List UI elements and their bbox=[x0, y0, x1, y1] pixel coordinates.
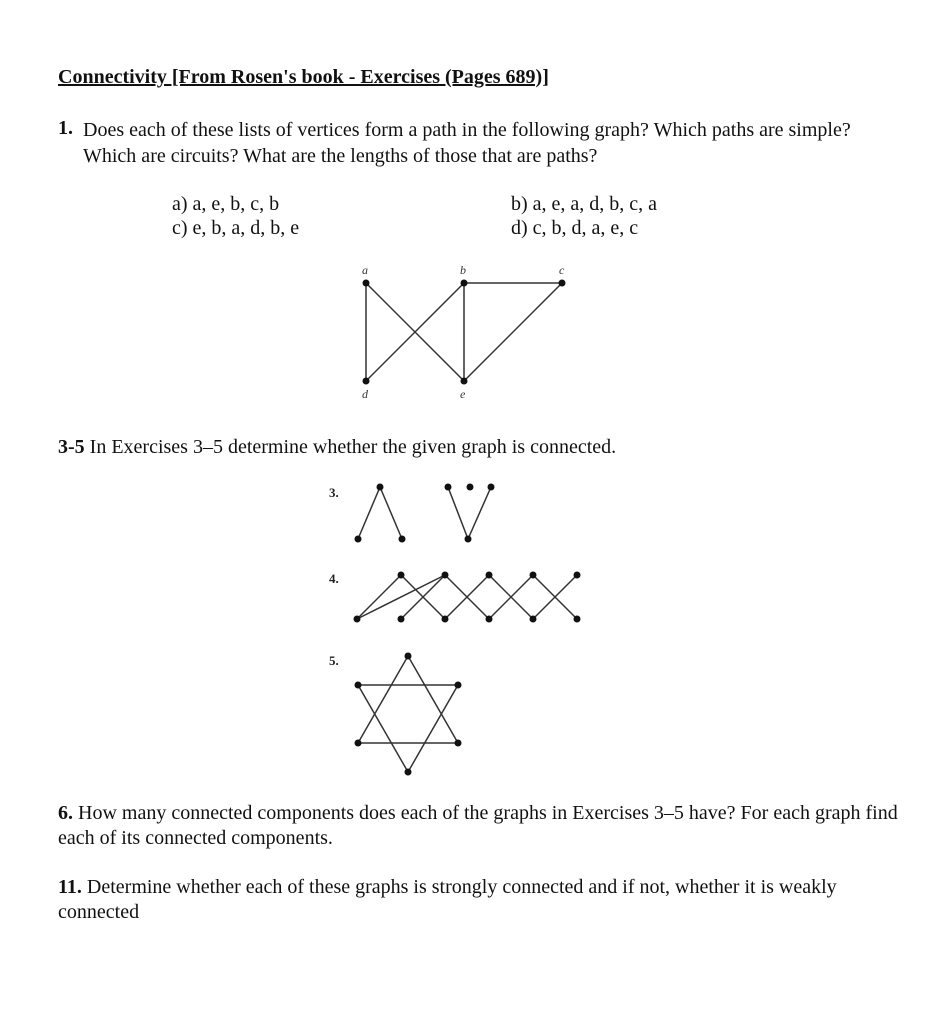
ex3-vertex bbox=[465, 536, 472, 543]
exercise-5-label: 5. bbox=[329, 653, 339, 668]
ex5-vertex bbox=[355, 740, 362, 747]
ex4-vertex bbox=[574, 616, 581, 623]
vertex-label-d: d bbox=[362, 387, 368, 401]
q1-option-c: c) e, b, a, d, b, e bbox=[172, 217, 300, 239]
vertex-d bbox=[363, 378, 370, 385]
ex3-vertex bbox=[445, 484, 452, 491]
edge-c-e bbox=[464, 283, 562, 381]
vertex-b bbox=[461, 280, 468, 287]
ex5-vertex bbox=[355, 682, 362, 689]
question-1-number: 1. bbox=[58, 117, 73, 139]
ex3-edge bbox=[380, 487, 402, 539]
ex4-vertex bbox=[486, 616, 493, 623]
ex4-edge bbox=[357, 575, 445, 619]
exercise-3-label: 3. bbox=[329, 485, 339, 500]
vertex-label-b: b bbox=[460, 263, 466, 277]
ex4-vertex bbox=[530, 572, 537, 579]
vertex-label-c: c bbox=[559, 263, 565, 277]
ex4-vertex bbox=[530, 616, 537, 623]
question-6-text: How many connected components does each of the graphs in Exercises 3–5 have? For each graph find each of its connected components. bbox=[58, 802, 898, 849]
question-1-text: Does each of these lists of vertices form a path in the following graph? Which paths are simple? Which are circuits? What are the lengths of those that are paths? bbox=[83, 119, 851, 167]
question-6 bbox=[58, 801, 898, 851]
vertex-label-a: a bbox=[362, 263, 368, 277]
ex4-vertex bbox=[574, 572, 581, 579]
vertex-e bbox=[461, 378, 468, 385]
ex4-vertex bbox=[398, 572, 405, 579]
ex3-vertex bbox=[488, 484, 495, 491]
question-11 bbox=[58, 875, 898, 925]
q1-option-a: a) a, e, b, c, b bbox=[172, 193, 280, 215]
ex5-vertex bbox=[455, 682, 462, 689]
question-11-text: Determine whether each of these graphs is strongly connected and if not, whether it is weakly connected bbox=[58, 876, 837, 923]
ex3-edge bbox=[448, 487, 468, 539]
ex4-vertex bbox=[398, 616, 405, 623]
ex5-vertex bbox=[405, 653, 412, 660]
ex4-edge bbox=[357, 575, 401, 619]
q1-option-d: d) c, b, d, a, e, c bbox=[511, 217, 639, 239]
ex5-vertex bbox=[405, 769, 412, 776]
question-6-number: 6. bbox=[58, 802, 73, 824]
exercises-3-5-number: 3-5 bbox=[58, 436, 85, 458]
q1-graph bbox=[340, 258, 590, 408]
exercises-3-5-heading bbox=[58, 436, 616, 459]
exercises-3-5-text: In Exercises 3–5 determine whether the given graph is connected. bbox=[84, 436, 617, 458]
q1-option-b: b) a, e, a, d, b, c, a bbox=[511, 193, 658, 215]
ex5-vertex bbox=[455, 740, 462, 747]
exercises-3-5-graphs bbox=[320, 475, 600, 785]
ex3-vertex bbox=[399, 536, 406, 543]
exercise-4-label: 4. bbox=[329, 571, 339, 586]
ex3-edge bbox=[468, 487, 491, 539]
ex3-vertex bbox=[467, 484, 474, 491]
ex3-vertex bbox=[377, 484, 384, 491]
ex3-vertex bbox=[355, 536, 362, 543]
question-11-number: 11. bbox=[58, 876, 82, 898]
ex4-vertex bbox=[442, 572, 449, 579]
ex4-vertex bbox=[486, 572, 493, 579]
vertex-a bbox=[363, 280, 370, 287]
vertex-c bbox=[559, 280, 566, 287]
ex3-edge bbox=[358, 487, 380, 539]
page-title: Connectivity [From Rosen's book - Exercises (Pages 689)] bbox=[58, 66, 549, 88]
vertex-label-e: e bbox=[460, 387, 466, 401]
ex4-vertex bbox=[442, 616, 449, 623]
ex4-vertex bbox=[354, 616, 361, 623]
